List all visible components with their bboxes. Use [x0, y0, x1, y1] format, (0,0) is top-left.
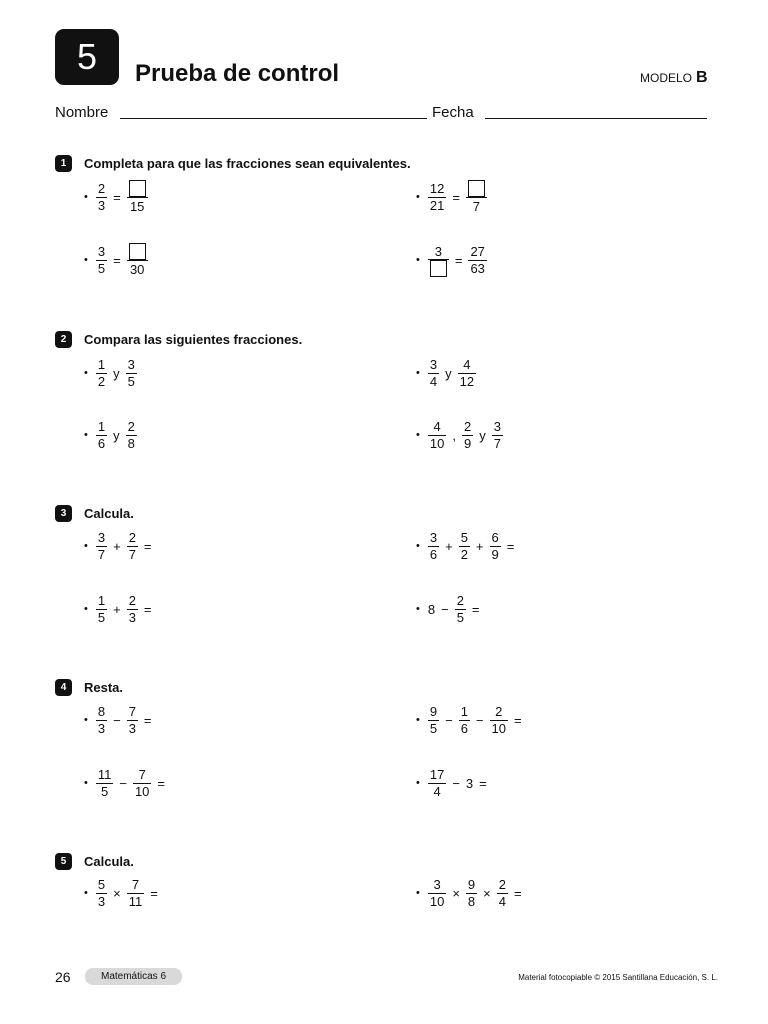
- unit-number-badge: [55, 29, 119, 85]
- exercise-4-item-4: [416, 766, 490, 800]
- fraction: [490, 704, 508, 737]
- numerator: 17: [429, 767, 445, 782]
- bullet: •: [416, 887, 420, 899]
- operator: =: [143, 712, 152, 728]
- denominator: 10: [491, 721, 506, 736]
- denominator: 3: [128, 721, 136, 736]
- operator: =: [452, 189, 460, 205]
- denominator: 21: [429, 198, 445, 213]
- fraction: [428, 530, 439, 563]
- numerator: 1: [97, 357, 106, 372]
- exercise-title-3: Calcula.: [84, 506, 134, 521]
- denominator: 7: [128, 547, 136, 562]
- modelo-text: MODELO: [640, 71, 693, 85]
- numerator: 2: [463, 419, 472, 434]
- denominator: 8: [127, 436, 135, 451]
- bullet: •: [416, 714, 420, 726]
- exercise-2-item-4: [416, 418, 506, 452]
- numerator: 3: [493, 419, 501, 434]
- denominator: 3: [128, 610, 136, 625]
- fraction: [133, 767, 151, 800]
- exercise-number-3: 3: [55, 505, 72, 522]
- operator: =: [506, 538, 515, 554]
- numerator: 3: [434, 243, 442, 259]
- denominator: 10: [134, 784, 150, 799]
- bullet: •: [416, 367, 420, 379]
- bullet: •: [416, 254, 420, 266]
- operator: =: [513, 885, 522, 901]
- exercise-1-item-3: [84, 243, 151, 277]
- exercise-5-item-1: [84, 876, 161, 910]
- bullet: •: [84, 603, 88, 615]
- operator: =: [513, 712, 522, 728]
- fraction: [462, 419, 473, 452]
- operator: =: [113, 189, 121, 205]
- fraction: [428, 767, 446, 800]
- denominator: 9: [491, 547, 499, 562]
- denominator: 6: [429, 547, 438, 562]
- answer-box[interactable]: [129, 180, 146, 197]
- page-title: Prueba de control: [135, 60, 340, 87]
- operator: −: [441, 601, 449, 617]
- operator: ×: [113, 885, 121, 901]
- fraction: [127, 593, 138, 626]
- numerator: 1: [460, 704, 468, 719]
- operator: −: [119, 775, 127, 791]
- exercise-4-item-1: [84, 703, 155, 737]
- operator: y: [113, 365, 120, 381]
- numerator: 9: [429, 704, 438, 719]
- modelo-label: [640, 69, 708, 87]
- fraction: [428, 877, 446, 910]
- operator: =: [143, 601, 152, 617]
- denominator: 5: [127, 374, 135, 389]
- numerator: 3: [433, 877, 441, 892]
- numerator: 2: [128, 593, 136, 608]
- operator: +: [475, 538, 484, 554]
- operator: +: [445, 538, 453, 554]
- answer-box[interactable]: [468, 180, 485, 197]
- exercise-number-2: 2: [55, 331, 72, 348]
- exercise-title-1: Completa para que las fracciones sean equivalentes.: [84, 156, 411, 171]
- fraction: [127, 530, 138, 563]
- answer-box[interactable]: [129, 243, 146, 260]
- page-number: 26: [55, 969, 71, 985]
- numerator: 12: [429, 181, 445, 196]
- denominator: 3: [97, 894, 106, 909]
- fraction: [428, 704, 439, 737]
- denominator: 30: [129, 261, 145, 277]
- bullet: •: [416, 429, 420, 441]
- answer-box-numerator: [127, 243, 148, 260]
- denominator: 10: [429, 894, 445, 909]
- fraction: [96, 877, 107, 910]
- denominator: 63: [470, 261, 485, 276]
- operator: −: [445, 712, 453, 728]
- denominator: 6: [97, 436, 106, 451]
- fraction: [466, 180, 487, 214]
- copyright-notice: Material fotocopiable © 2015 Santillana Educación, S. L.: [518, 973, 718, 982]
- fecha-field-line[interactable]: [485, 118, 707, 119]
- modelo-letter: B: [696, 69, 708, 86]
- exercise-title-4: Resta.: [84, 680, 124, 695]
- numerator: 9: [467, 877, 476, 892]
- fraction: [127, 243, 148, 277]
- fraction: [96, 419, 107, 452]
- denominator: 4: [433, 784, 441, 799]
- exercise-3-item-3: [84, 592, 155, 626]
- bullet: •: [84, 540, 88, 552]
- denominator: 3: [97, 198, 106, 213]
- fraction: [428, 181, 446, 214]
- numerator: 6: [491, 530, 499, 545]
- denominator: 5: [429, 721, 438, 736]
- fraction: [96, 181, 107, 214]
- numerator: 27: [470, 244, 485, 259]
- bullet: •: [416, 777, 420, 789]
- bullet: •: [84, 777, 88, 789]
- denominator: 2: [460, 547, 468, 562]
- bullet: •: [84, 429, 88, 441]
- denominator: 4: [429, 374, 438, 389]
- unit-number: 5: [76, 36, 98, 77]
- operator: 3: [465, 775, 474, 791]
- numerator: 4: [463, 357, 471, 372]
- operator: =: [150, 885, 158, 901]
- numerator: 7: [138, 767, 146, 782]
- numerator: 3: [429, 357, 438, 372]
- denominator: 11: [128, 894, 143, 909]
- operator: =: [143, 538, 152, 554]
- denominator: 8: [467, 894, 476, 909]
- denominator: 10: [429, 436, 445, 451]
- operator: ×: [452, 885, 460, 901]
- denominator: 4: [498, 894, 506, 909]
- numerator: 5: [97, 877, 106, 892]
- exercise-number-4: 4: [55, 679, 72, 696]
- operator: y: [479, 427, 486, 443]
- fraction: [96, 593, 107, 626]
- exercise-4-item-2: [416, 703, 525, 737]
- fecha-label: Fecha: [432, 104, 474, 121]
- operator: ×: [483, 885, 491, 901]
- fraction: [497, 877, 508, 910]
- operator: +: [113, 538, 121, 554]
- exercise-5-item-2: [416, 876, 525, 910]
- exercise-4-item-3: [84, 766, 168, 800]
- numerator: 7: [128, 704, 136, 719]
- fraction: [428, 243, 449, 277]
- denominator: 7: [472, 198, 481, 214]
- fraction: [127, 704, 138, 737]
- numerator: 1: [97, 593, 106, 608]
- numerator: 3: [97, 530, 106, 545]
- exercise-1-item-1: [84, 180, 151, 214]
- exercise-3-item-2: [416, 529, 517, 563]
- operator: =: [113, 252, 121, 268]
- fraction: [458, 357, 476, 390]
- denominator: 2: [97, 374, 106, 389]
- denominator: 9: [463, 436, 472, 451]
- answer-box-denominator: [428, 260, 449, 277]
- bullet: •: [416, 603, 420, 615]
- denominator: 7: [493, 436, 501, 451]
- nombre-label: Nombre: [55, 104, 109, 121]
- operator: =: [471, 601, 480, 617]
- fraction: [96, 244, 107, 277]
- exercise-3-item-1: [84, 529, 155, 563]
- numerator: 8: [97, 704, 106, 719]
- numerator: 4: [433, 419, 441, 434]
- numerator: 2: [97, 181, 106, 196]
- operator: ,: [452, 427, 456, 443]
- exercise-title-5: Calcula.: [84, 854, 134, 869]
- fraction: [126, 357, 137, 390]
- answer-box-numerator: [466, 180, 487, 197]
- denominator: 6: [460, 721, 468, 736]
- fraction: [127, 877, 145, 910]
- denominator: 12: [459, 374, 475, 389]
- denominator: 5: [97, 610, 106, 625]
- denominator: 5: [456, 610, 464, 625]
- numerator: 3: [97, 244, 106, 259]
- fraction: [468, 244, 486, 277]
- nombre-field-line[interactable]: [120, 118, 427, 119]
- fraction: [96, 704, 107, 737]
- fraction: [490, 530, 501, 563]
- bullet: •: [84, 367, 88, 379]
- fraction: [455, 593, 466, 626]
- answer-box[interactable]: [430, 260, 447, 277]
- exercise-title-2: Compara las siguientes fracciones.: [84, 332, 303, 347]
- bullet: •: [84, 254, 88, 266]
- numerator: 3: [429, 530, 438, 545]
- operator: −: [452, 775, 460, 791]
- numerator: 1: [97, 419, 106, 434]
- exercise-number-5: 5: [55, 853, 72, 870]
- name-date-row: [55, 104, 707, 122]
- fraction: [96, 767, 114, 800]
- fraction: [459, 530, 470, 563]
- denominator: 5: [100, 784, 109, 799]
- numerator: 7: [131, 877, 140, 892]
- numerator: 2: [498, 877, 506, 892]
- operator: =: [454, 252, 463, 268]
- exercise-2-item-3: [84, 418, 140, 452]
- fraction: [428, 419, 446, 452]
- fraction: [126, 419, 137, 452]
- operator: −: [475, 712, 484, 728]
- exercise-1-item-2: [416, 180, 490, 214]
- operator: =: [157, 775, 166, 791]
- numerator: 2: [495, 704, 503, 719]
- exercise-2-item-1: [84, 356, 140, 390]
- bullet: •: [416, 191, 420, 203]
- numerator: 2: [456, 593, 464, 608]
- bullet: •: [84, 887, 88, 899]
- operator: y: [113, 427, 120, 443]
- bullet: •: [416, 540, 420, 552]
- denominator: 3: [97, 721, 106, 736]
- operator: =: [479, 775, 487, 791]
- operator: 8: [427, 601, 436, 617]
- numerator: 3: [127, 357, 135, 372]
- bullet: •: [84, 714, 88, 726]
- numerator: 2: [127, 419, 135, 434]
- denominator: 7: [97, 547, 106, 562]
- fraction: [466, 877, 477, 910]
- fraction: [459, 704, 470, 737]
- fraction: [127, 180, 148, 214]
- fraction: [492, 419, 503, 452]
- operator: +: [113, 601, 121, 617]
- exercise-3-item-4: [416, 592, 483, 626]
- answer-box-numerator: [127, 180, 148, 197]
- numerator: 2: [128, 530, 136, 545]
- exercise-number-1: 1: [55, 155, 72, 172]
- denominator: 15: [129, 198, 145, 214]
- fraction: [96, 530, 107, 563]
- numerator: 11: [97, 767, 112, 782]
- operator: y: [445, 365, 452, 381]
- fraction: [428, 357, 439, 390]
- numerator: 5: [460, 530, 468, 545]
- operator: −: [113, 712, 121, 728]
- denominator: 5: [97, 261, 106, 276]
- fraction: [96, 357, 107, 390]
- book-label: Matemáticas 6: [85, 968, 182, 985]
- bullet: •: [84, 191, 88, 203]
- exercise-2-item-2: [416, 356, 479, 390]
- exercise-1-item-4: [416, 243, 490, 277]
